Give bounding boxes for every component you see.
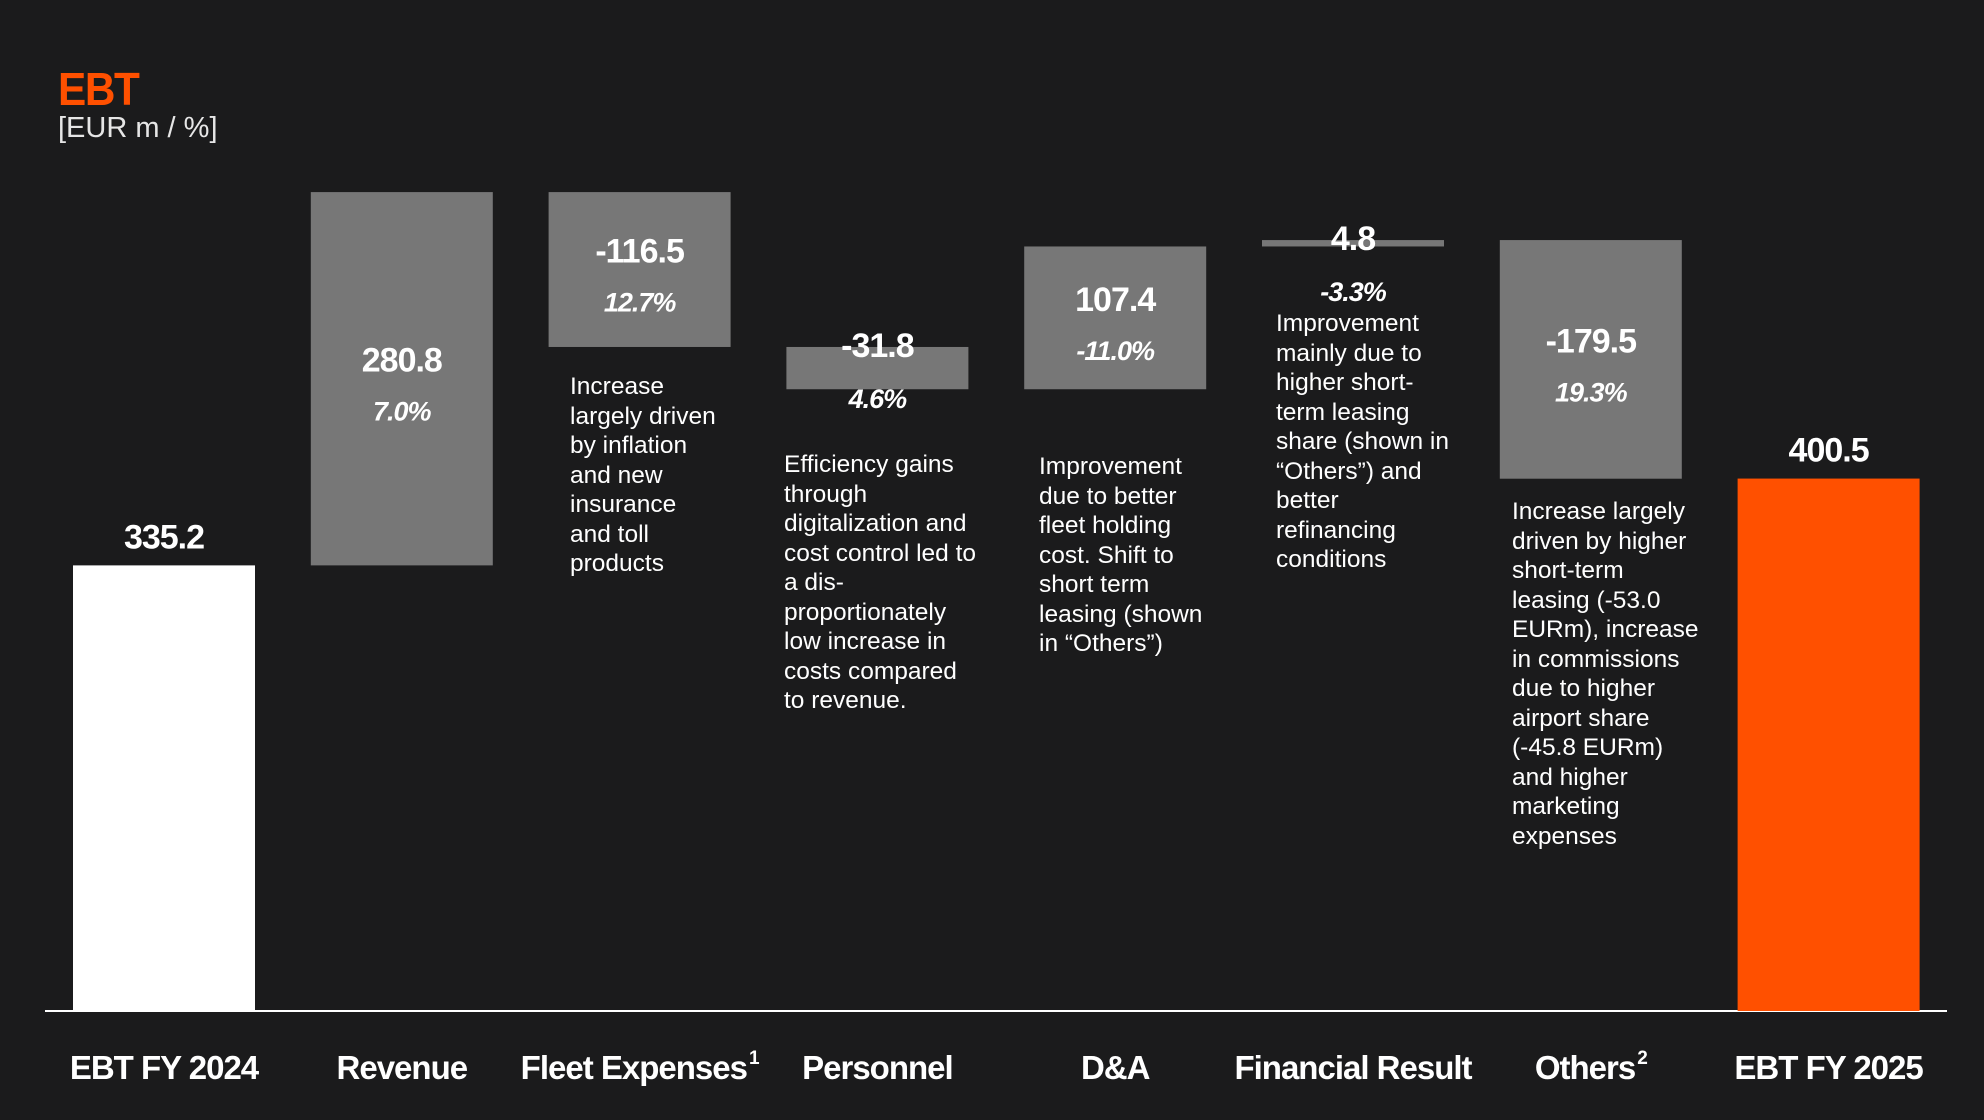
category-label-ebt-fy-2024: EBT FY 2024 bbox=[69, 1049, 259, 1086]
value-label-ebt-fy-2025: 400.5 bbox=[1788, 431, 1869, 470]
annotation-danda: Improvement due to better fleet holding cost. Shift to short term leasing (shown in “Others”) bbox=[1039, 453, 1203, 657]
category-label-ebt-fy-2025: EBT FY 2025 bbox=[1734, 1049, 1923, 1086]
category-label-revenue: Revenue bbox=[336, 1049, 468, 1086]
value-label-ebt-fy-2024: 335.2 bbox=[123, 518, 205, 557]
category-label-others: Others $^2$ bbox=[1534, 1048, 1647, 1086]
bar-ebt-fy-2025 bbox=[1738, 479, 1920, 1011]
category-label-danda: D&A bbox=[1080, 1049, 1150, 1086]
chart-title: EBT bbox=[58, 63, 139, 115]
value-label-fleet-expenses: -116.5 bbox=[595, 232, 684, 271]
value-label-financial-result: 4.8 bbox=[1330, 220, 1376, 259]
value-label-others: -179.5 bbox=[1545, 322, 1637, 361]
value-label-danda: 107.4 bbox=[1075, 280, 1156, 319]
percent-label-revenue: 7.0% bbox=[373, 396, 431, 427]
category-label-personnel: Personnel bbox=[802, 1049, 953, 1086]
value-label-revenue: 280.8 bbox=[361, 341, 442, 380]
annotation-personnel: Efficiency gains through digitalization and cost control led to a dis-proportionately low increase in costs compared to revenue. bbox=[784, 451, 977, 714]
percent-label-fleet-expenses: 12.7% bbox=[603, 287, 676, 318]
category-label-fleet-expenses: Fleet Expenses $^1$ bbox=[520, 1048, 759, 1086]
chart-unit-label: [EUR m / %] bbox=[58, 112, 218, 144]
category-label-financial-result: Financial Result bbox=[1234, 1049, 1472, 1086]
percent-label-danda: -11.0% bbox=[1076, 335, 1154, 366]
percent-label-others: 19.3% bbox=[1555, 377, 1627, 408]
annotation-fleet-expenses: Increase largely driven by inflation and new insurance and toll products bbox=[570, 373, 716, 577]
bar-ebt-fy-2024 bbox=[73, 565, 255, 1011]
value-label-personnel: -31.8 bbox=[841, 326, 914, 365]
percent-label-financial-result: -3.3% bbox=[1320, 277, 1386, 308]
annotation-others: Increase largely driven by higher short-term leasing (-53.0 EURm), increase in commissions due to higher airport share (-45.8 EURm) and higher marketing expenses bbox=[1512, 498, 1699, 850]
annotation-financial-result: Improvement mainly due to higher short-term leasing share (shown in “Others”) and better refinancing conditions bbox=[1276, 310, 1449, 573]
percent-label-personnel: 4.6% bbox=[848, 383, 907, 414]
